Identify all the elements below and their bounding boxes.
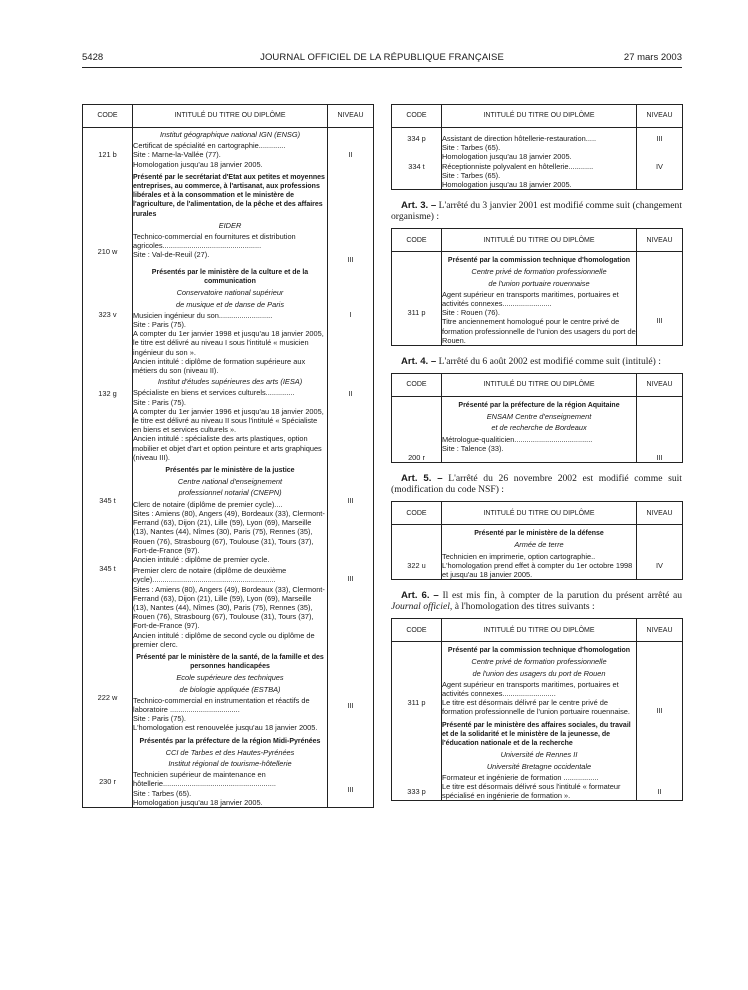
- row-code: 334 t: [392, 162, 442, 190]
- row-niveau: III: [328, 733, 374, 808]
- table-header-row: [392, 105, 683, 128]
- table-row: [83, 128, 374, 169]
- row-title: Technico-commercial en instrumentation et réactifs de laboratoire ..................................: [133, 695, 310, 714]
- table-header-row: [392, 619, 683, 642]
- row-intitule: [442, 128, 637, 162]
- row-intitule: [442, 252, 637, 346]
- article-4-label: Art. 4. –: [401, 356, 437, 368]
- row-section-heading: Présenté par le ministère de la santé, de la famille et des personnes handicapées: [136, 653, 324, 671]
- row-section-heading: Présenté par la préfecture de la région Aquitaine: [458, 402, 620, 410]
- row-institution: CCI de Tarbes et des Hautes-Pyrénées: [165, 747, 295, 757]
- row-section-heading: Présenté par la commission technique d'homologation: [447, 257, 631, 265]
- article-6-label: Art. 6. –: [401, 590, 439, 602]
- row-section-heading: Présentés par la préfecture de la région Midi-Pyrénées: [139, 737, 321, 745]
- row-code: 311 p: [392, 642, 442, 717]
- row-code: 322 u: [392, 525, 442, 580]
- row-detail: Site : Paris (75).: [133, 320, 186, 330]
- row-title: Agent supérieur en transports maritimes, portuaires et activités connexes..........................: [442, 679, 619, 699]
- row-intitule: [133, 462, 328, 564]
- row-section-heading: Présenté par le secrétariat d'Etat aux petites et moyennes entreprises, au commerce, à l'artisanat, aux professions libérales et à la consommation et le ministère de l'agriculture, de l'alimentation, de la pêche et des affaires rurales: [133, 173, 325, 218]
- page-header: [82, 52, 682, 66]
- table-row: [392, 397, 683, 463]
- row-code: 345 t: [83, 564, 133, 649]
- row-institution: de musique et de danse de Paris: [175, 299, 285, 309]
- row-intitule: [442, 717, 637, 801]
- row-code: 334 p: [392, 128, 442, 162]
- row-detail: Homologation jusqu'au 18 janvier 2005.: [133, 797, 263, 807]
- col-code: CODE: [392, 105, 442, 128]
- col-intitule: INTITULÉ DU TITRE OU DIPLÔME: [442, 374, 637, 397]
- row-detail: Sites : Amiens (80), Angers (49), Bordeaux (33), Clermont-Ferrand (63), Dijon (21), Lille (59), Lyon (69), Marseille (13), Nantes (44), Nîmes (30), Paris (75), Rennes (35), Rouen (76), Strasbourg (67), Toulouse (31), Tours (37), Fort-de-France (97).: [133, 584, 325, 631]
- row-detail: Site : Paris (75).: [133, 714, 186, 724]
- article-6-journal: Journal officiel: [391, 601, 450, 613]
- row-code: 311 p: [392, 252, 442, 346]
- row-niveau: III: [328, 564, 374, 649]
- table-row: [392, 525, 683, 580]
- right-table-3: [391, 373, 683, 463]
- row-title: Métrologue-qualiticien......................................: [442, 434, 593, 444]
- col-niveau: NIVEAU: [637, 502, 683, 525]
- row-intitule: [442, 397, 637, 463]
- col-niveau: NIVEAU: [637, 105, 683, 128]
- row-niveau: II: [328, 375, 374, 462]
- table-row: [83, 462, 374, 564]
- row-niveau: IV: [637, 525, 683, 580]
- col-niveau: NIVEAU: [637, 374, 683, 397]
- col-intitule: INTITULÉ DU TITRE OU DIPLÔME: [133, 105, 328, 128]
- table-header-row: [392, 229, 683, 252]
- col-code: CODE: [392, 502, 442, 525]
- row-detail: Homologation jusqu'au 18 janvier 2005.: [442, 152, 572, 162]
- row-code: 200 r: [392, 397, 442, 463]
- row-intitule: [133, 264, 328, 375]
- page-number: 5428: [82, 52, 104, 63]
- row-institution: professionnel notarial (CNEPN): [178, 488, 282, 498]
- journal-title: JOURNAL OFFICIEL DE LA RÉPUBLIQUE FRANÇAISE: [260, 52, 504, 63]
- table-header-row: [83, 105, 374, 128]
- row-detail: Ancien intitulé : diplôme de premier cycle.: [133, 554, 270, 564]
- row-detail: Ancien intitulé : diplôme de second cycle ou diplôme de premier clerc.: [133, 630, 315, 649]
- row-detail: A compter du 1er janvier 1998 et jusqu'au 18 janvier 2005, le titre est délivré au niveau I sous l'intitulé « musicien ingénieur du son ».: [133, 329, 324, 357]
- col-intitule: INTITULÉ DU TITRE OU DIPLÔME: [442, 105, 637, 128]
- row-title: Premier clerc de notaire (diplôme de deuxième cycle)............................................................: [133, 566, 287, 585]
- right-table-2: [391, 228, 683, 346]
- col-niveau: NIVEAU: [637, 619, 683, 642]
- row-detail: Site : Rouen (76).: [442, 308, 500, 318]
- col-intitule: INTITULÉ DU TITRE OU DIPLÔME: [442, 229, 637, 252]
- right-table-1: [391, 104, 683, 190]
- row-detail: Site : Val-de-Reuil (27).: [133, 250, 210, 260]
- row-institution: Armée de terre: [514, 540, 564, 550]
- col-code: CODE: [83, 105, 133, 128]
- row-institution: et de recherche de Bordeaux: [491, 423, 587, 433]
- header-rule: [82, 67, 682, 68]
- row-detail: Site : Marne-la-Vallée (77).: [133, 150, 221, 160]
- row-intitule: [133, 169, 328, 264]
- row-niveau: III: [328, 169, 374, 264]
- row-code: 210 w: [83, 169, 133, 264]
- table-row: [83, 375, 374, 462]
- table-row: [83, 733, 374, 808]
- row-intitule: [133, 375, 328, 462]
- row-niveau: III: [637, 397, 683, 463]
- row-code: 121 b: [83, 128, 133, 169]
- row-title: Spécialiste en biens et services culturels..............: [133, 388, 295, 398]
- row-section-heading: Présentés par le ministère de la justice: [165, 467, 295, 475]
- row-niveau: II: [328, 128, 374, 169]
- table-row: [392, 252, 683, 346]
- row-institution: Université de Rennes II: [500, 750, 578, 760]
- article-4: [391, 356, 682, 367]
- row-title: Certificat de spécialité en cartographie.............: [133, 141, 286, 151]
- row-institution: Conservatoire national supérieur: [176, 288, 284, 298]
- row-niveau: II: [637, 717, 683, 801]
- table-row: [392, 162, 683, 190]
- row-code: 132 g: [83, 375, 133, 462]
- table-row: [83, 649, 374, 733]
- row-detail: Ancien intitulé : diplôme de formation supérieure aux métiers du son (niveau II).: [133, 356, 306, 376]
- table-row: [392, 717, 683, 801]
- row-institution: Centre privé de formation professionnelle: [471, 657, 607, 667]
- table-row: [83, 264, 374, 375]
- col-code: CODE: [392, 229, 442, 252]
- article-6: [391, 590, 682, 612]
- article-5: [391, 473, 682, 495]
- row-title: Assistant de direction hôtellerie-restauration.....: [442, 134, 597, 143]
- row-institution: de l'union des usagers du port de Rouen: [472, 668, 606, 678]
- row-institution: Institut géographique national IGN (ENSG): [159, 130, 301, 139]
- row-title: Agent supérieur en transports maritimes, portuaires et activités connexes........................: [442, 289, 619, 309]
- col-intitule: INTITULÉ DU TITRE OU DIPLÔME: [442, 619, 637, 642]
- row-niveau: I: [328, 264, 374, 375]
- row-intitule: [133, 733, 328, 808]
- row-title: Clerc de notaire (diplôme de premier cycle)....: [133, 499, 283, 509]
- row-niveau: III: [637, 252, 683, 346]
- row-institution: Institut régional de tourisme-hôtellerie: [168, 758, 292, 768]
- row-title: Technico-commercial en fournitures et distribution agricoles................................................: [133, 232, 296, 251]
- row-niveau: III: [637, 642, 683, 717]
- row-institution: Centre privé de formation professionnelle: [471, 267, 607, 277]
- right-table-5: [391, 618, 683, 801]
- article-6-text-after: , à l'homologation des titres suivants :: [449, 601, 595, 613]
- row-detail: Homologation jusqu'au 18 janvier 2005.: [442, 180, 572, 190]
- article-3-label: Art. 3. –: [401, 200, 437, 212]
- table-row: [392, 128, 683, 162]
- row-detail: L'homologation prend effet à compter du 1er octobre 1998 et jusqu'au 18 janvier 2005.: [442, 560, 633, 580]
- publication-date: 27 mars 2003: [623, 52, 682, 63]
- row-institution: EIDER: [218, 220, 242, 230]
- row-section-heading: Présenté par la commission technique d'homologation: [447, 647, 631, 655]
- left-table: [82, 104, 374, 808]
- col-intitule: INTITULÉ DU TITRE OU DIPLÔME: [442, 502, 637, 525]
- table-header-row: [392, 502, 683, 525]
- row-niveau: III: [328, 462, 374, 564]
- row-institution: Ecole supérieure des techniques: [176, 673, 284, 683]
- col-niveau: NIVEAU: [328, 105, 374, 128]
- row-intitule: [442, 525, 637, 580]
- article-3: [391, 200, 682, 222]
- row-niveau: III: [328, 649, 374, 733]
- row-institution: de l'union portuaire rouennaise: [488, 278, 590, 288]
- row-code: 323 v: [83, 264, 133, 375]
- row-title: Formateur et ingénierie de formation .................: [442, 772, 599, 782]
- row-detail: Site : Tarbes (65).: [442, 170, 501, 180]
- row-intitule: [133, 649, 328, 733]
- table-row: [83, 564, 374, 649]
- article-5-text: L'arrêté du 26 novembre 2002 est modifié comme suit (modification du code NSF) :: [391, 473, 682, 496]
- row-title: Musicien ingénieur du son..........................: [133, 310, 273, 320]
- article-6-text-before: Il est mis fin, à compter de la parution du présent arrêté au: [442, 590, 682, 602]
- row-institution: Université Bretagne occidentale: [486, 761, 592, 771]
- row-code: 230 r: [83, 733, 133, 808]
- row-section-heading: Présentés par le ministère de la culture et de la communication: [151, 269, 309, 286]
- row-detail: Le titre est désormais délivré sous l'intitulé « formateur spécialisé en ingénierie de formation ».: [442, 781, 621, 801]
- row-institution: Institut d'études supérieures des arts (IESA): [157, 377, 303, 387]
- row-detail: Homologation jusqu'au 18 janvier 2005.: [133, 159, 263, 169]
- row-intitule: [442, 162, 637, 190]
- table-row: [392, 642, 683, 717]
- row-detail: Sites : Amiens (80), Angers (49), Bordeaux (33), Clermont-Ferrand (63), Dijon (21), Lille (59), Lyon (69), Marseille (13), Nantes (44), Nîmes (30), Paris (75), Rennes (35), Rouen (76), Strasbourg (67), Toulouse (31), Tours (37), Fort-de-France (97).: [133, 508, 325, 555]
- row-section-heading: Présenté par le ministère de la défense: [474, 530, 604, 538]
- col-code: CODE: [392, 619, 442, 642]
- right-column: [391, 104, 682, 801]
- right-table-4: [391, 501, 683, 580]
- table-header-row: [392, 374, 683, 397]
- row-intitule: [133, 564, 328, 649]
- article-4-text: L'arrêté du 6 août 2002 est modifié comme suit (intitulé) :: [438, 356, 661, 368]
- row-code: 222 w: [83, 649, 133, 733]
- row-code: 333 p: [392, 717, 442, 801]
- row-detail: Site : Talence (33).: [442, 443, 504, 453]
- row-institution: de biologie appliquée (ESTBA): [179, 684, 281, 694]
- row-section-heading: Présenté par le ministère des affaires sociales, du travail et de la solidarité et le ministère de la jeunesse, de l'éducation nationale et de la recherche: [442, 721, 631, 748]
- row-title: Réceptionniste polyvalent en hôtellerie............: [442, 161, 594, 171]
- row-detail: Le titre est désormais délivré par le centre privé de formation professionnelle de l'union portuaire rouennaise.: [442, 698, 630, 717]
- row-intitule: [442, 642, 637, 717]
- row-detail: Site : Paris (75).: [133, 397, 186, 407]
- row-title: Technicien en imprimerie, option cartographie..: [442, 551, 596, 561]
- article-3-text: L'arrêté du 3 janvier 2001 est modifié comme suit (changement organisme) :: [391, 200, 682, 223]
- article-5-label: Art. 5. –: [401, 473, 443, 485]
- row-detail: A compter du 1er janvier 1996 et jusqu'au 18 janvier 2005, le titre est délivré au niveau II sous l'intitulé « Spécialiste en biens et services culturels ».: [133, 406, 324, 435]
- row-detail: Titre anciennement homologué pour le centre privé de formation professionnelle de l'union des usagers du port de Rouen.: [442, 317, 636, 345]
- row-intitule: [133, 128, 328, 169]
- row-code: 345 t: [83, 462, 133, 564]
- col-code: CODE: [392, 374, 442, 397]
- row-niveau: III: [637, 128, 683, 162]
- row-title: Technicien supérieur de maintenance en hôtellerie.......................................................: [133, 770, 276, 789]
- row-institution: Centre national d'enseignement: [177, 477, 283, 487]
- row-detail: Ancien intitulé : spécialiste des arts plastiques, option mobilier et objet d'art et option peinture et arts graphiques (niveau III).: [133, 434, 322, 462]
- row-institution: ENSAM Centre d'enseignement: [486, 412, 592, 422]
- row-detail: Site : Tarbes (65).: [133, 788, 192, 798]
- row-niveau: IV: [637, 162, 683, 190]
- table-row: [83, 169, 374, 264]
- col-niveau: NIVEAU: [637, 229, 683, 252]
- row-detail: Site : Tarbes (65).: [442, 143, 501, 153]
- row-detail: L'homologation est renouvelée jusqu'au 18 janvier 2005.: [133, 723, 318, 733]
